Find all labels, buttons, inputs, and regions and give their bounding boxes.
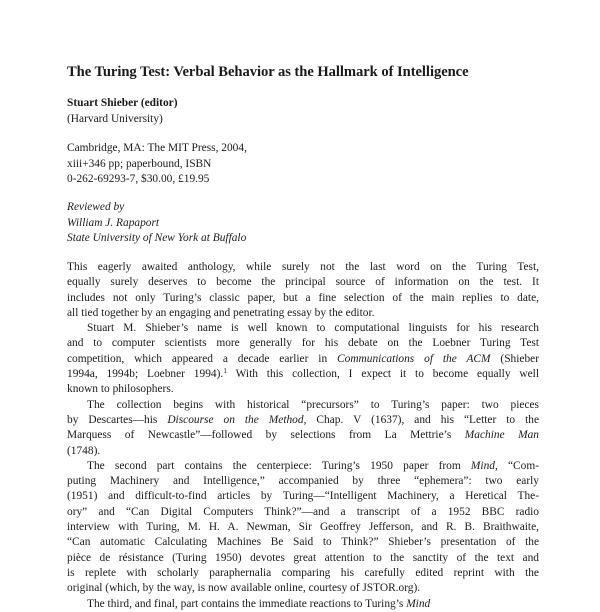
reviewer-institution: State University of New York at Buffalo [67, 232, 247, 244]
author-affiliation: (Harvard University) [67, 112, 163, 125]
text-segment: known to philosophers. [67, 383, 174, 396]
text-line [67, 459, 539, 474]
author-block [67, 96, 539, 127]
text-line [67, 275, 539, 290]
article-title: The Turing Test: Verbal Behavior as the Hallmark of Intelligence [67, 64, 469, 80]
publication-details [67, 141, 539, 188]
author-name: Stuart Shieber (editor) [67, 97, 178, 109]
text-line [67, 291, 539, 306]
text-segment: interview with Turing, M. H. A. Newman, Sir Geoffrey Jefferson, and R. B. Braithwaite, [67, 521, 539, 534]
text-line [67, 551, 539, 566]
text-line [67, 597, 539, 612]
text-segment: (1951) and difficult-to-find articles by Turing—“Intelligent Machinery, a Heretical The- [67, 490, 539, 503]
text-line [67, 581, 539, 596]
text-line [67, 413, 539, 428]
text-segment: “Can automatic Calculating Machines Be Said to Think?” Shieber’s presentation of the [67, 536, 539, 549]
text-segment: and to computer scientists more generally for his debate on the Loebner Turing Test [67, 337, 539, 350]
italic-title: Machine Man [464, 429, 539, 442]
text-line [67, 520, 539, 535]
text-segment: is replete with scholarly paraphernalia comparing his carefully edited reprint with the [67, 566, 539, 579]
text-segment: With this collection, I expect it to become equally well [226, 368, 539, 381]
text-segment: original (which, by the way, is now available online, courtesy of JSTOR.org). [67, 582, 421, 595]
text-line [67, 535, 539, 550]
italic-title: Communications of the ACM [337, 352, 491, 365]
text-line [67, 352, 539, 367]
text-segment: puting Machinery and Intelligence,” accompanied by three “ephemera”: two early [67, 475, 539, 488]
text-segment: This eagerly awaited anthology, while surely not the last word on the Turing Test, [67, 261, 539, 273]
italic-title: Discourse on the Method [167, 413, 304, 426]
review-body [67, 260, 539, 612]
text-segment: by Descartes—his [67, 413, 168, 426]
italic-title: Mind [406, 597, 431, 610]
text-line [67, 505, 539, 520]
body-paragraph [67, 260, 539, 321]
text-segment: , Chap. V (1637), and his “Letter to the [303, 413, 539, 426]
text-segment: all tied together by an engaging and penetrating essay by the editor. [67, 306, 375, 319]
text-segment: The second part contains the centerpiece: Turing’s 1950 paper from [87, 459, 471, 472]
text-line [67, 444, 539, 459]
text-segment: The third, and final, part contains the immediate reactions to Turing’s [87, 597, 407, 610]
body-paragraph [67, 597, 539, 612]
text-segment: includes not only Turing’s classic paper, but a fine selection of the main replies to date, [67, 291, 539, 304]
text-segment: Marquess of Newcastle”—followed by selections from La Mettrie’s [67, 429, 465, 442]
text-segment: The collection begins with historical “precursors” to Turing’s paper: two pieces [87, 398, 539, 411]
publication-line: xiii+346 pp; paperbound, ISBN [67, 157, 212, 170]
text-segment: 1994a, 1994b; Loebner 1994). [67, 368, 224, 381]
text-segment: pièce de résistance (Turing 1950) devotes great attention to the sanctity of the text and [67, 551, 539, 564]
text-line [67, 398, 539, 413]
reviewer-block [67, 200, 539, 247]
text-line [67, 566, 539, 581]
text-line [67, 306, 539, 321]
body-paragraph [67, 321, 539, 397]
text-segment: competition, which appeared a decade earlier in [67, 352, 338, 365]
text-line [67, 428, 539, 443]
text-line [67, 489, 539, 504]
footnote-marker: 1 [223, 366, 227, 376]
italic-title: Mind [470, 459, 495, 472]
reviewed-by-label: Reviewed by [67, 201, 125, 213]
body-paragraph [67, 459, 539, 597]
text-segment: (1748). [67, 444, 101, 457]
text-segment: (Shieber [490, 352, 539, 365]
text-line [67, 336, 539, 351]
publication-line: Cambridge, MA: The MIT Press, 2004, [67, 142, 247, 154]
text-line [67, 474, 539, 489]
text-segment: , “Com- [494, 459, 539, 472]
publication-line: 0-262-69293-7, $30.00, £19.95 [67, 173, 210, 185]
text-line [67, 382, 539, 397]
text-segment: ory” and “Can Digital Computers Think?”—and a transcript of a 1952 BBC radio [67, 505, 539, 518]
text-segment: equally surely deserves to become the principal source of information on the test. It [67, 276, 539, 289]
text-line [67, 367, 539, 382]
text-segment: Stuart M. Shieber’s name is well known to computational linguists for his research [87, 322, 539, 335]
text-line [67, 321, 539, 336]
reviewer-name: William J. Rapaport [67, 216, 160, 229]
text-line [67, 260, 539, 275]
body-paragraph [67, 398, 539, 459]
